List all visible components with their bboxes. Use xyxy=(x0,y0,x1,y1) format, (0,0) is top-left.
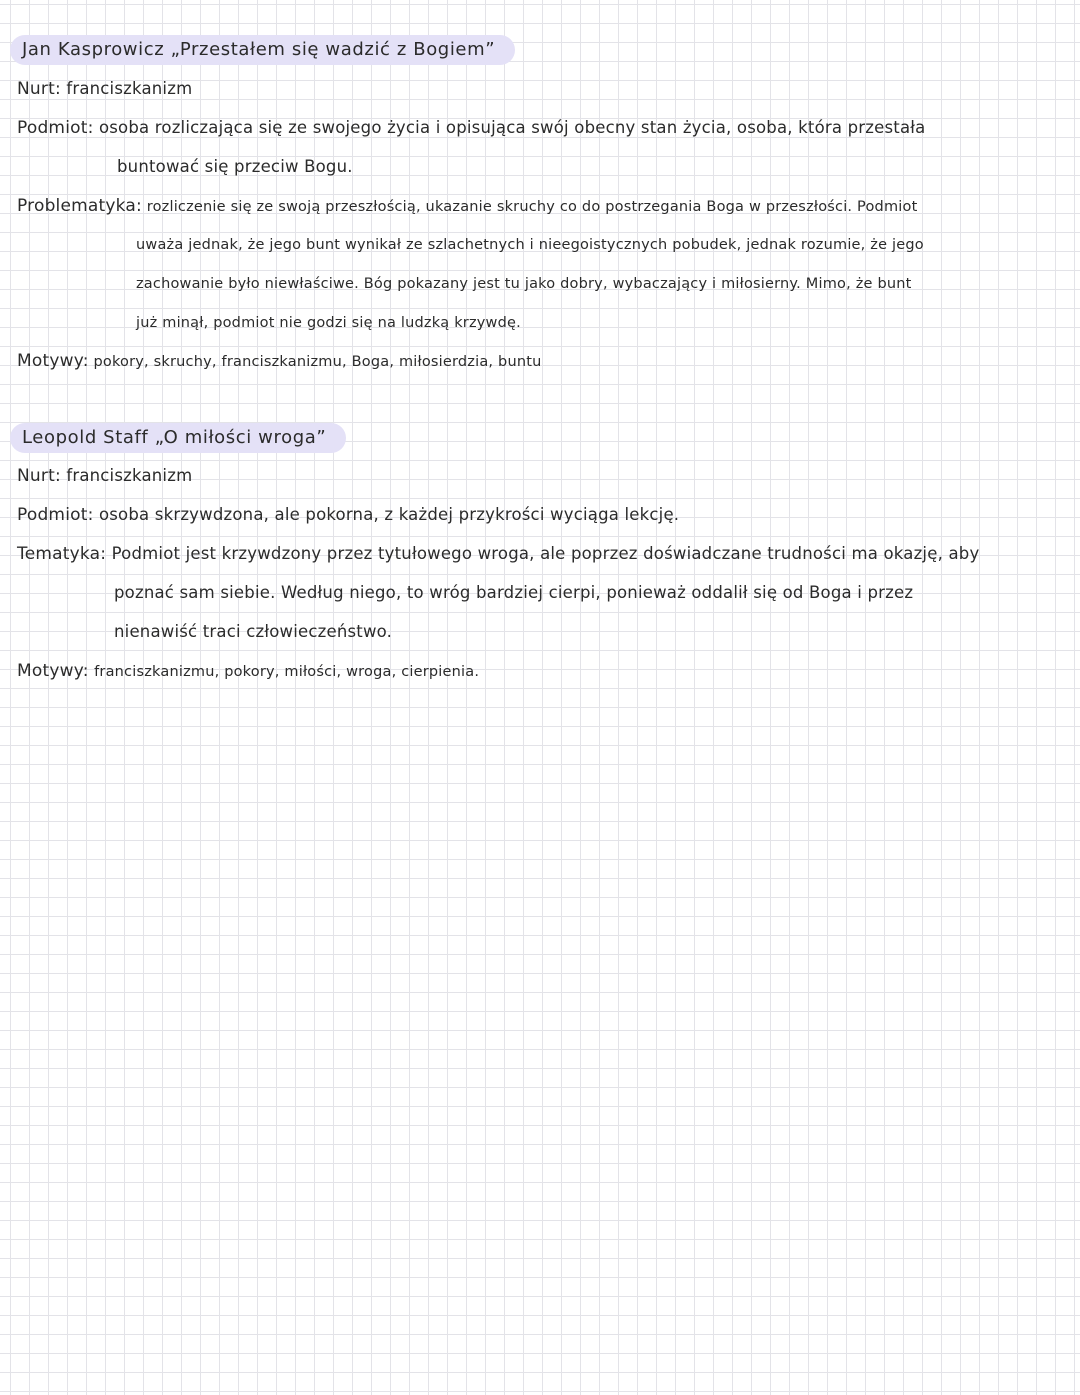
motywy-text: franciszkanizmu, pokory, miłości, wroga, cierpienia. xyxy=(94,664,480,680)
motywy-label: Motywy: xyxy=(17,351,89,371)
section2-podmiot xyxy=(17,503,679,527)
section2-motywy xyxy=(17,659,479,684)
section1-problematyka-cont-3: już minął, podmiot nie godzi się na ludzką krzywdę. xyxy=(136,315,521,331)
section2-title: Leopold Staff „O miłości wroga” xyxy=(10,423,346,453)
section2-tematyka-cont-2: nienawiść traci człowieczeństwo. xyxy=(114,622,393,641)
problematyka-label: Problematyka: xyxy=(17,196,142,216)
section1-podmiot xyxy=(17,116,925,140)
nurt-label: Nurt: xyxy=(17,79,61,99)
motywy-text: pokory, skruchy, franciszkanizmu, Boga, miłosierdzia, buntu xyxy=(93,354,542,370)
podmiot-label: Podmiot: xyxy=(17,118,94,138)
nurt-value: franciszkanizm xyxy=(66,466,193,485)
section1-title: Jan Kasprowicz „Przestałem się wadzić z Bogiem” xyxy=(10,35,515,65)
nurt-value: franciszkanizm xyxy=(66,79,193,98)
nurt-label: Nurt: xyxy=(17,466,61,486)
section1-motywy xyxy=(17,349,542,374)
podmiot-text: osoba skrzywdzona, ale pokorna, z każdej przykrości wyciąga lekcję. xyxy=(98,505,680,524)
section1-problematyka-cont-2: zachowanie było niewłaściwe. Bóg pokazany jest tu jako dobry, wybaczający i miłosierny. Mimo, że bunt xyxy=(136,276,912,292)
podmiot-label: Podmiot: xyxy=(17,505,94,525)
section1-problematyka xyxy=(17,194,917,219)
motywy-label: Motywy: xyxy=(17,661,89,681)
tematyka-text: Podmiot jest krzywdzony przez tytułowego wroga, ale poprzez doświadczane trudności ma okazję, aby xyxy=(111,544,980,563)
section2-tematyka-cont-1: poznać sam siebie. Według niego, to wróg bardziej cierpi, ponieważ oddalił się od Boga i przez xyxy=(114,583,914,602)
section2-tematyka xyxy=(17,542,979,566)
section2-nurt xyxy=(17,464,192,488)
podmiot-text: osoba rozliczająca się ze swojego życia i opisująca swój obecny stan życia, osoba, która przestała xyxy=(98,118,926,137)
section1-problematyka-cont-1: uważa jednak, że jego bunt wynikał ze szlachetnych i nieegoistycznych pobudek, jednak rozumie, że jego xyxy=(136,237,924,253)
section1-podmiot-cont: buntować się przeciw Bogu. xyxy=(117,157,353,176)
section1-nurt xyxy=(17,77,192,101)
tematyka-label: Tematyka: xyxy=(17,544,107,564)
problematyka-text: rozliczenie się ze swoją przeszłością, ukazanie skruchy co do postrzegania Boga w przeszłości. Podmiot xyxy=(146,199,918,215)
